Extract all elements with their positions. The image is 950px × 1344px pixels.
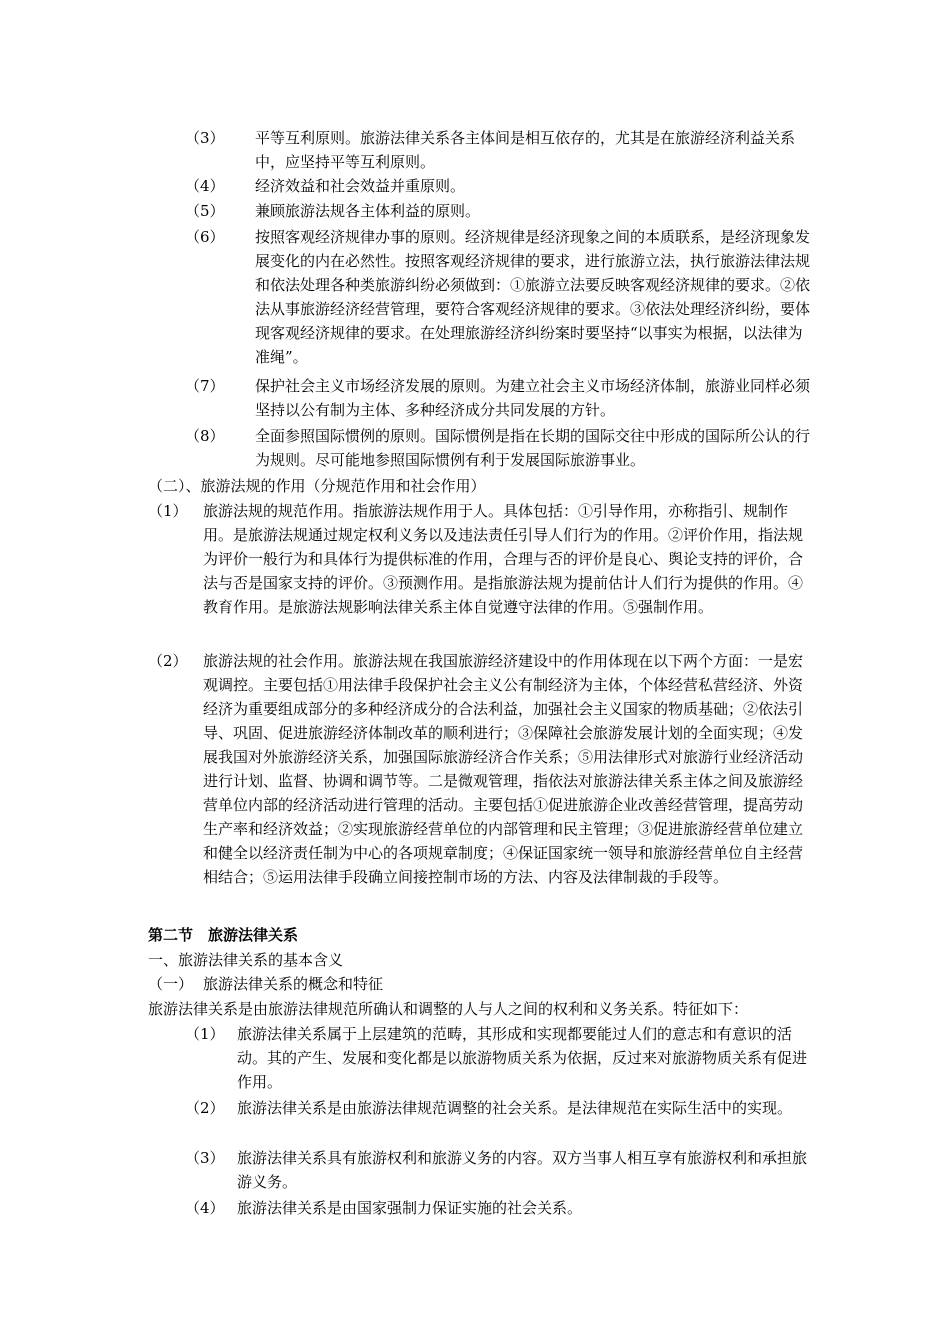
item-text: 旅游法律关系具有旅游权利和旅游义务的内容。双方当事人相互享有旅游权利和承担旅游义务。 [237, 1149, 808, 1191]
item-text: 全面参照国际惯例的原则。国际惯例是指在长期的国际交往中形成的国际所公认的行为规则。尽可能地参照国际惯例有利于发展国际旅游事业。 [255, 427, 811, 469]
section-title: 第二节 旅游法律关系 [148, 926, 299, 944]
definition-paragraph: 旅游法律关系是由旅游法律规范所确认和调整的人与人之间的权利和义务关系。特征如下： [148, 1000, 749, 1018]
item-text: 旅游法律关系属于上层建筑的范畴，其形成和实现都要能过人们的意志和有意识的活动。其的产生、发展和变化都是以旅游物质关系为依据，反过来对旅游物质关系有促进作用。 [237, 1025, 808, 1091]
item-text: 保护社会主义市场经济发展的原则。为建立社会主义市场经济体制，旅游业同样必须坚持以公有制为主体、多种经济成分共同发展的方针。 [255, 377, 811, 419]
item-number: （一） [148, 975, 194, 993]
item-number: （5） [185, 202, 225, 220]
item-number: （3） [185, 129, 225, 147]
item-number: （2） [185, 1099, 225, 1117]
item-text: 旅游法律关系是由旅游法律规范调整的社会关系。是法律规范在实际生活中的实现。 [237, 1099, 793, 1117]
item-text: 旅游法律关系是由国家强制力保证实施的社会关系。 [237, 1199, 583, 1217]
item-text: 经济效益和社会效益并重原则。 [255, 177, 466, 195]
item-text: 旅游法规的规范作用。指旅游法规作用于人。具体包括：①引导作用，亦称指引、规制作用。是旅游法规通过规定权利义务以及违法责任引导人们行为的作用。②评价作用，指法规为评价一般行为和具体行为提供标准的作用，合理与否的评价是良心、舆论支持的评价，合法与否是国家支持的评价。③预测作用。是指旅游法规为提前估计人们行为提供的作用。④教育作用。是旅游法规影响法律关系主体自觉遵守法律的作用。⑤强制作用。 [203, 502, 804, 616]
item-text: 平等互利原则。旅游法律关系各主体间是相互依存的，尤其是在旅游经济利益关系中，应坚持平等互利原则。 [255, 129, 796, 171]
item-number: （4） [185, 1199, 225, 1217]
item-number: （6） [185, 228, 225, 246]
item-number: （8） [185, 427, 225, 445]
item-text: 旅游法律关系的概念和特征 [203, 975, 384, 993]
item-number: （2） [148, 652, 188, 670]
subsection-title: 一、旅游法律关系的基本含义 [148, 951, 344, 969]
item-number: （7） [185, 377, 225, 395]
item-number: （1） [185, 1025, 225, 1043]
item-number: （4） [185, 177, 225, 195]
item-text: 旅游法规的社会作用。旅游法规在我国旅游经济建设中的作用体现在以下两个方面：一是宏观调控。主要包括①用法律手段保护社会主义公有制经济为主体，个体经营私营经济、外资经济为重要组成部分的多种经济成分的合法利益，加强社会主义国家的物质基础；②依法引导、巩固、促进旅游经济体制改革的顺利进行；③保障社会旅游发展计划的全面实现；④发展我国对外旅游经济关系，加强国际旅游经济合作关系；⑤用法律形式对旅游行业经济活动进行计划、监督、协调和调节等。二是微观管理，指依法对旅游法律关系主体之间及旅游经营单位内部的经济活动进行管理的活动。主要包括①促进旅游企业改善经营管理，提高劳动生产率和经济效益；②实现旅游经营单位的内部管理和民主管理；③促进旅游经营单位建立和健全以经济责任制为中心的各项规章制度；④保证国家统一领导和旅游经营单位自主经营相结合；⑤运用法律手段确立间接控制市场的方法、内容及法律制裁的手段等。 [203, 652, 804, 886]
item-number: （3） [185, 1149, 225, 1167]
item-text: 兼顾旅游法规各主体利益的原则。 [255, 202, 481, 220]
section-heading: （二）、旅游法规的作用（分规范作用和社会作用） [148, 477, 486, 495]
item-text: 按照客观经济规律办事的原则。经济规律是经济现象之间的本质联系，是经济现象发展变化的内在必然性。按照客观经济规律的要求，进行旅游立法，执行旅游法律法规和依法处理各种类旅游纠纷必须做到：①旅游立法要反映客观经济规律的要求。②依法从事旅游经济经营管理，要符合客观经济规律的要求。③依法处理经济纠纷，要体现客观经济规律的要求。在处理旅游经济纠纷案时要坚持“以事实为根据，以法律为准绳”。 [255, 228, 811, 366]
item-number: （1） [148, 502, 188, 520]
